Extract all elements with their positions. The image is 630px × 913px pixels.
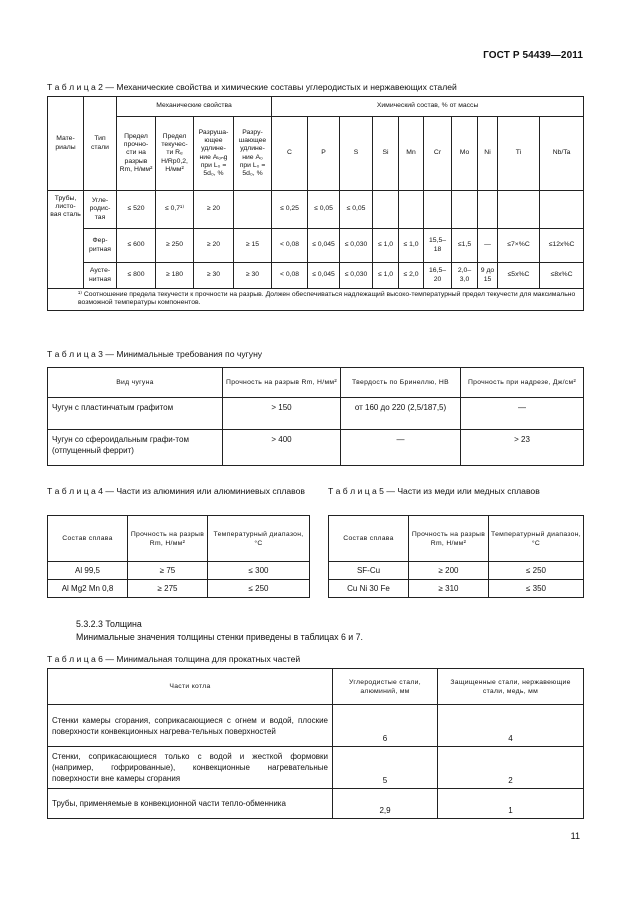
- cell: ≤ 0,05: [340, 191, 373, 229]
- table2-header-mech: Разруша-ющее удлине-ние Aₗₒₙg при L₀ = 5d₀, %: [194, 117, 234, 191]
- cell: Al 99,5: [48, 562, 128, 580]
- cell: ≤ 1,0: [373, 229, 399, 263]
- cell: Чугун со сфероидальным графи-том (отпущенный феррит): [48, 430, 223, 466]
- cell: ≥ 310: [409, 580, 489, 598]
- table6-header: Углеродистые стали, алюминий, мм: [333, 669, 438, 705]
- section-heading: 5.3.2.3 Толщина: [76, 619, 142, 629]
- section-text: Минимальные значения толщины стенки приведены в таблицах 6 и 7.: [76, 632, 363, 642]
- cell: ≥ 20: [194, 191, 234, 229]
- cell: Стенки, соприкасающиеся только с водой и жесткой формовки (например, гофрированные), конвекционные нагревательные поверхности вне камеры сгорания: [48, 747, 333, 789]
- table-row: [48, 747, 584, 789]
- table-row: [329, 580, 584, 598]
- table2-header-chem: Mo: [452, 117, 478, 191]
- cell: ≥ 30: [194, 263, 234, 289]
- table2-header-mech: Разру-шающее удлине-ние A₀ при L₀ = 5d₀, %: [234, 117, 272, 191]
- cell: 2,0–3,0: [452, 263, 478, 289]
- cell: ≤ 0,045: [308, 263, 340, 289]
- cell: ≤ 0,7¹⁾: [156, 191, 194, 229]
- table2-header-chem: P: [308, 117, 340, 191]
- table2-header-chem: Mn: [399, 117, 424, 191]
- table4-header: Состав сплава: [48, 516, 128, 562]
- table6: [47, 668, 584, 819]
- table2-header-chem: Si: [373, 117, 399, 191]
- table-row: [48, 229, 584, 263]
- table2-material: Трубы, листо-вая сталь: [48, 191, 84, 289]
- table2-header-chem: C: [272, 117, 308, 191]
- table2-type: Угле-родис-тая: [84, 191, 117, 229]
- cell: ≥ 200: [409, 562, 489, 580]
- cell: Чугун с пластинчатым графитом: [48, 398, 223, 430]
- cell: ≤5х%C: [498, 263, 540, 289]
- cell: [452, 191, 478, 229]
- table2-header-chem: Cr: [424, 117, 452, 191]
- cell: ≤ 0,05: [308, 191, 340, 229]
- table3-header: Прочность на разрыв Rm, Н/мм²: [223, 368, 341, 398]
- table-row: [48, 562, 310, 580]
- document-header: ГОСТ Р 54439—2011: [483, 50, 583, 61]
- cell: ≥ 75: [128, 562, 208, 580]
- cell: ≤ 300: [208, 562, 310, 580]
- cell: ≤ 0,045: [308, 229, 340, 263]
- table5-header: Прочность на разрыв Rm, Н/мм²: [409, 516, 489, 562]
- table4-header: Температурный диапазон, °C: [208, 516, 310, 562]
- table-row: [48, 705, 584, 747]
- cell: ≥ 20: [194, 229, 234, 263]
- table3: [47, 367, 584, 466]
- table2-header-chem: S: [340, 117, 373, 191]
- cell: ≤ 1,0: [399, 229, 424, 263]
- table-row: [48, 430, 584, 466]
- table6-caption: Т а б л и ц а 6 — Минимальная толщина для прокатных частей: [47, 654, 301, 664]
- cell: ≤ 250: [208, 580, 310, 598]
- cell: 2: [438, 747, 584, 789]
- table5: [328, 515, 584, 598]
- cell: 1: [438, 789, 584, 819]
- cell: [498, 191, 540, 229]
- cell: ≤ 800: [117, 263, 156, 289]
- table-row: [48, 580, 310, 598]
- cell: ≤ 520: [117, 191, 156, 229]
- table2-caption: Т а б л и ц а 2 — Механические свойства и химические составы углеродистых и нержавеющих сталей: [47, 82, 457, 92]
- cell: < 0,08: [272, 229, 308, 263]
- cell: Cu Ni 30 Fe: [329, 580, 409, 598]
- cell: ≤ 350: [489, 580, 584, 598]
- cell: ≤8х%C: [540, 263, 584, 289]
- table3-header: Твердость по Бринеллю, HB: [341, 368, 461, 398]
- table3-header: Прочность при надрезе, Дж/см²: [461, 368, 584, 398]
- table-row: [48, 263, 584, 289]
- cell: ≤ 600: [117, 229, 156, 263]
- table6-header: Защищенные стали, нержавеющие стали, медь, мм: [438, 669, 584, 705]
- cell: ≤7×%C: [498, 229, 540, 263]
- table-row: [48, 398, 584, 430]
- cell: [540, 191, 584, 229]
- table2: [47, 96, 584, 311]
- table2-header-mech: Предел прочно-сти на разрыв Rm, Н/мм²: [117, 117, 156, 191]
- page-number: 11: [570, 831, 580, 841]
- cell: ≥ 15: [234, 229, 272, 263]
- cell: 2,9: [333, 789, 438, 819]
- cell: ≤12х%C: [540, 229, 584, 263]
- table-row: [48, 191, 584, 229]
- table5-header: Состав сплава: [329, 516, 409, 562]
- cell: > 23: [461, 430, 584, 466]
- cell: [478, 191, 498, 229]
- cell: > 400: [223, 430, 341, 466]
- cell: < 0,08: [272, 263, 308, 289]
- cell: ≤ 2,0: [399, 263, 424, 289]
- cell: ≤ 250: [489, 562, 584, 580]
- cell: [234, 191, 272, 229]
- table2-header-materials: Мате-риалы: [48, 97, 84, 191]
- cell: 4: [438, 705, 584, 747]
- table2-header-mech: Предел текучес-ти Rₑ H/Rp0,2, Н/мм²: [156, 117, 194, 191]
- cell: Al Mg2 Mn 0,8: [48, 580, 128, 598]
- cell: ≥ 275: [128, 580, 208, 598]
- cell: 15,5–18: [424, 229, 452, 263]
- cell: ≥ 180: [156, 263, 194, 289]
- cell: —: [461, 398, 584, 430]
- table2-type: Аусте-нитная: [84, 263, 117, 289]
- cell: 6: [333, 705, 438, 747]
- cell: Трубы, применяемые в конвекционной части тепло-обменника: [48, 789, 333, 819]
- table-row: [48, 789, 584, 819]
- table5-header: Температурный диапазон, °C: [489, 516, 584, 562]
- cell: —: [341, 430, 461, 466]
- table3-header: Вид чугуна: [48, 368, 223, 398]
- cell: ≤ 0,030: [340, 263, 373, 289]
- cell: ≤ 1,0: [373, 263, 399, 289]
- cell: ≤ 0,030: [340, 229, 373, 263]
- cell: ≤1,5: [452, 229, 478, 263]
- table5-caption: Т а б л и ц а 5 — Части из меди или медных сплавов: [328, 486, 540, 496]
- cell: [399, 191, 424, 229]
- cell: от 160 до 220 (2,5/187,5): [341, 398, 461, 430]
- table6-header: Части котла: [48, 669, 333, 705]
- table2-type: Фер-ритная: [84, 229, 117, 263]
- cell: SF-Cu: [329, 562, 409, 580]
- cell: Стенки камеры сгорания, соприкасающиеся с огнем и водой, плоские поверхности конвекционных нагрева-тельных поверхностей: [48, 705, 333, 747]
- table3-caption: Т а б л и ц а 3 — Минимальные требования по чугуну: [47, 349, 263, 359]
- cell: ≥ 30: [234, 263, 272, 289]
- cell: [373, 191, 399, 229]
- cell: ≤ 0,25: [272, 191, 308, 229]
- table2-header-chem: Ti: [498, 117, 540, 191]
- cell: 5: [333, 747, 438, 789]
- table2-header-type: Тип стали: [84, 97, 117, 191]
- table2-header-chem: Nb/Ta: [540, 117, 584, 191]
- table2-footnote: ¹⁾ Соотношение предела текучести к прочности на разрыв. Должен обеспечиваться надлежащий высоко-температурный предел текучести для максимально возможной температуры компонентов.: [48, 289, 584, 311]
- table-row: [329, 562, 584, 580]
- cell: —: [478, 229, 498, 263]
- table2-header-chem: Ni: [478, 117, 498, 191]
- cell: 9 до 15: [478, 263, 498, 289]
- table2-header-mech-group: Механические свойства: [117, 97, 272, 117]
- cell: 16,5–20: [424, 263, 452, 289]
- table4: [47, 515, 310, 598]
- table4-header: Прочность на разрыв Rm, Н/мм²: [128, 516, 208, 562]
- cell: [424, 191, 452, 229]
- table2-header-chem-group: Химический состав, % от массы: [272, 97, 584, 117]
- cell: ≥ 250: [156, 229, 194, 263]
- table4-caption: Т а б л и ц а 4 — Части из алюминия или алюминиевых сплавов: [47, 486, 305, 496]
- cell: > 150: [223, 398, 341, 430]
